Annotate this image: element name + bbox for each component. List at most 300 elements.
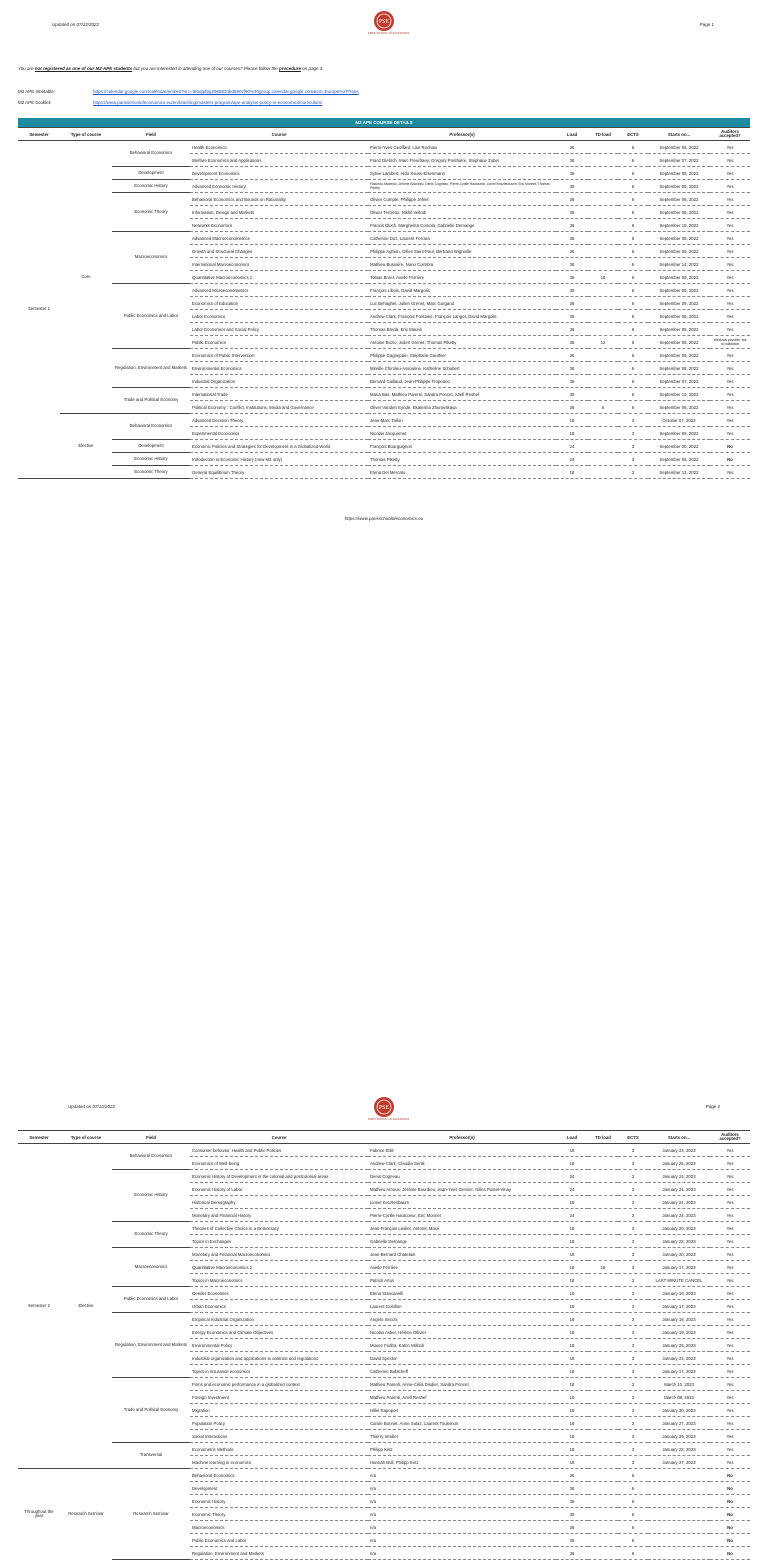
- start-date-cell: January 17, 2023: [648, 1365, 710, 1378]
- start-date-cell: January 25, 2023: [648, 1430, 710, 1443]
- auditors-cell: No: [710, 1534, 750, 1547]
- professor-cell: Axelle Ferrière: [368, 1261, 556, 1274]
- load-cell: 36: [556, 388, 588, 401]
- professor-cell: Catherine Doz, Laurent Ferrara: [368, 232, 556, 245]
- ects-cell: 6: [618, 206, 648, 219]
- load-cell: 18: [556, 1313, 588, 1326]
- load-cell: 18: [556, 1352, 588, 1365]
- professor-cell: Mathieu Arnoux, Jérôme Bourdieu, Jean-Yves Grenier, Gilles Postel-Vinay: [368, 1183, 556, 1196]
- professor-cell: Angelo Secchi: [368, 1313, 556, 1326]
- load-cell: 18: [556, 427, 588, 440]
- load-cell: 18: [556, 1391, 588, 1404]
- course-cell: Macroeconomics: [190, 1521, 368, 1534]
- ects-cell: 6: [618, 401, 648, 414]
- course-cell: Experimental Economics: [190, 427, 368, 440]
- auditors-cell: Yes: [710, 427, 750, 440]
- ects-cell: 3: [618, 466, 648, 479]
- field-cell: Development: [112, 440, 190, 453]
- professor-cell: Antoine Bozio, Julien Grenet, Thomas Piketty: [368, 336, 556, 349]
- td-load-cell: [588, 1274, 618, 1287]
- load-cell: 36: [556, 401, 588, 414]
- load-cell: 18: [556, 1235, 588, 1248]
- load-cell: 36: [556, 1547, 588, 1560]
- td-load-cell: [588, 466, 618, 479]
- start-date-cell: January 24, 2023: [648, 1352, 710, 1365]
- course-cell: Welfare Economics and Applications: [190, 154, 368, 167]
- procedure-link[interactable]: procedure: [278, 66, 301, 71]
- ects-cell: 3: [618, 1248, 648, 1261]
- type-cell: Elective: [60, 414, 112, 479]
- auditors-cell: No: [710, 1469, 750, 1482]
- td-load-cell: 6: [588, 401, 618, 414]
- ects-cell: 3: [618, 1430, 648, 1443]
- ects-cell: 6: [618, 245, 648, 258]
- course-cell: General Equilibrium Theory: [190, 466, 368, 479]
- field-cell: Economic Theory: [112, 466, 190, 479]
- td-load-cell: [588, 362, 618, 375]
- load-cell: 36: [556, 1508, 588, 1521]
- header-ects: ECTS: [618, 128, 648, 141]
- td-load-cell: [588, 1547, 618, 1560]
- course-cell: Econometric Methods: [190, 1443, 368, 1456]
- start-date-cell: September 07, 2022: [648, 375, 710, 388]
- start-date-cell: January 25, 2023: [648, 1339, 710, 1352]
- header-starts: Starts on...: [648, 128, 710, 141]
- course-cell: Firms and economic performance in a globalized context: [190, 1378, 368, 1391]
- course-cell: Theories of Collective Choice in a Democracy: [190, 1222, 368, 1235]
- course-cell: Monetary and Financial Macroeconomics: [190, 1248, 368, 1261]
- auditors-cell: Yes: [710, 232, 750, 245]
- professor-cell: Jean-Bernard Chatelain: [368, 1248, 556, 1261]
- start-date-cell: January 20, 2023: [648, 1248, 710, 1261]
- auditors-cell: Yes: [710, 1157, 750, 1170]
- professor-cell: Luc Behaghel, Julien Grenet, Marc Gurgand: [368, 297, 556, 310]
- ects-cell: 3: [618, 453, 648, 466]
- auditors-cell: No: [710, 1508, 750, 1521]
- ects-cell: 6: [618, 1495, 648, 1508]
- td-load-cell: [588, 323, 618, 336]
- auditors-cell: Yes: [710, 245, 750, 258]
- course-cell: International Macroeconomics: [190, 258, 368, 271]
- course-cell: Population Policy: [190, 1417, 368, 1430]
- semester-cell: Semester 1: [18, 141, 60, 479]
- professor-cell: Laurent Gobillon: [368, 1300, 556, 1313]
- field-cell: Economic History: [112, 180, 190, 193]
- td-load-cell: [588, 1443, 618, 1456]
- professor-cell: Philipp Ketz: [368, 1443, 556, 1456]
- td-load-cell: [588, 1417, 618, 1430]
- load-cell: 24: [556, 440, 588, 453]
- course-cell: Labor Economics: [190, 310, 368, 323]
- field-cell: Behavioral Economics: [112, 1144, 190, 1170]
- ects-cell: 6: [618, 310, 648, 323]
- start-date-cell: [648, 1469, 710, 1482]
- ects-cell: 3: [618, 1222, 648, 1235]
- table-row: [18, 1313, 750, 1326]
- td-load-cell: [588, 1495, 618, 1508]
- load-cell: 18: [556, 1157, 588, 1170]
- type-cell: Core: [60, 141, 112, 414]
- start-date-cell: September 06, 2022: [648, 193, 710, 206]
- professor-cell: n/a: [368, 1495, 556, 1508]
- start-date-cell: January 24, 2023: [648, 1183, 710, 1196]
- professor-cell: n/a: [368, 1521, 556, 1534]
- auditors-cell: Yes: [710, 1404, 750, 1417]
- professor-cell: Francis Bloch, Margherita Comola, Gabrielle Demange: [368, 219, 556, 232]
- load-cell: 18: [556, 1404, 588, 1417]
- table-row: [18, 1170, 750, 1183]
- ects-cell: 6: [618, 271, 648, 284]
- load-cell: 36: [556, 1482, 588, 1495]
- start-date-cell: September 09, 2022: [648, 297, 710, 310]
- course-cell: Political Economy : Conflict, Institutions, Media and Governance: [190, 401, 368, 414]
- professor-cell: n/a: [368, 1482, 556, 1495]
- auditors-cell: Yes: [710, 1274, 750, 1287]
- ects-cell: 6: [618, 1521, 648, 1534]
- start-date-cell: January 27, 2023: [648, 1456, 710, 1469]
- td-load-cell: [588, 297, 618, 310]
- load-cell: 36: [556, 141, 588, 154]
- auditors-cell: Yes: [710, 1339, 750, 1352]
- load-cell: 36: [556, 349, 588, 362]
- start-date-cell: September 06, 2022: [648, 141, 710, 154]
- auditors-cell: Yes: [710, 349, 750, 362]
- start-date-cell: January 24, 2023: [648, 1209, 710, 1222]
- auditors-cell: Yes: [710, 375, 750, 388]
- start-date-cell: September 09, 2022: [648, 245, 710, 258]
- field-cell: Research Seminar: [112, 1469, 190, 1560]
- auditors-cell: Yes: [710, 154, 750, 167]
- table-row: [18, 1469, 750, 1482]
- course-cell: Growth and Structural Changes: [190, 245, 368, 258]
- type-cell: Research Seminar: [68, 1511, 104, 1516]
- start-date-cell: September 13, 2022: [648, 388, 710, 401]
- td-load-cell: [588, 1482, 618, 1495]
- header-course: Course: [190, 128, 368, 141]
- td-load-cell: [588, 1534, 618, 1547]
- start-date-cell: [648, 1508, 710, 1521]
- start-date-cell: September 12, 2022: [648, 466, 710, 479]
- start-date-cell: September 07, 2022: [648, 154, 710, 167]
- load-cell: 18: [556, 1378, 588, 1391]
- td-load-cell: [588, 1157, 618, 1170]
- course-cell: Advanced Decision Theory: [190, 414, 368, 427]
- table-row: [18, 466, 750, 479]
- type-cell: Elective: [60, 1144, 112, 1469]
- start-date-cell: September 06, 2022: [648, 453, 710, 466]
- table-row: [18, 1248, 750, 1261]
- course-cell: Urban Economics: [190, 1300, 368, 1313]
- auditors-cell: Yes: [710, 1391, 750, 1404]
- field-cell: Economic Theory: [112, 193, 190, 232]
- td-load-cell: [588, 1521, 618, 1534]
- td-load-cell: [588, 388, 618, 401]
- header-ects: ECTS: [618, 1131, 648, 1144]
- td-load-cell: [588, 1287, 618, 1300]
- professor-cell: Philippe Aghion, Gilles Saint-Paul, Bertrand Wigniolle: [368, 245, 556, 258]
- start-date-cell: September 06, 2022: [648, 206, 710, 219]
- start-date-cell: [648, 1495, 710, 1508]
- auditors-cell: Yes: [710, 1352, 750, 1365]
- td-load-cell: [588, 1352, 618, 1365]
- field-cell: Public Economics and Labor: [112, 284, 190, 349]
- td-load-cell: [588, 232, 618, 245]
- professor-cell: Fabrice Etilé: [368, 1144, 556, 1157]
- course-cell: Economics of Well-being: [190, 1157, 368, 1170]
- ects-cell: 3: [618, 1196, 648, 1209]
- start-date-cell: January 20, 2023: [648, 1222, 710, 1235]
- pse-logo-icon: [373, 10, 395, 32]
- page-2: [0, 540, 768, 1556]
- td-load-cell: [588, 154, 618, 167]
- start-date-cell: January 19, 2023: [648, 1287, 710, 1300]
- professor-cell: Jean-Marc Tallon: [368, 414, 556, 427]
- field-cell: Economic History: [112, 453, 190, 466]
- auditors-cell: Yes: [710, 1248, 750, 1261]
- header-course: Course: [190, 1131, 368, 1144]
- header-professors: Professor(s): [368, 128, 556, 141]
- ects-cell: 3: [618, 1404, 648, 1417]
- ects-cell: 3: [618, 1443, 648, 1456]
- course-cell: Foreign Investment: [190, 1391, 368, 1404]
- course-cell: Behavioral Economics and Bounds on Rationality: [190, 193, 368, 206]
- professor-cell: n/a: [368, 1534, 556, 1547]
- load-cell: 36: [556, 180, 588, 193]
- td-load-cell: [588, 349, 618, 362]
- start-date-cell: January 17, 2023: [648, 1261, 710, 1274]
- load-cell: 18: [556, 414, 588, 427]
- table-row: [18, 193, 750, 206]
- td-load-cell: [588, 1326, 618, 1339]
- professor-cell: Elena Stancanelli: [368, 1287, 556, 1300]
- load-cell: 18: [556, 1443, 588, 1456]
- td-load-cell: [588, 1430, 618, 1443]
- professor-cell: Facundo Alvaredo, Jérôme Bourdieu, Denis Cogneau, Pierre-Cyrille Hautcoeur, Lionel Kesztenbaum, Eric Monnet, Thomas Piketty: [368, 180, 556, 193]
- start-date-cell: September 14, 2022: [648, 258, 710, 271]
- table-title: M2 APE COURSE DETAILS: [18, 118, 750, 128]
- professor-cell: n/a: [368, 1508, 556, 1521]
- load-cell: 18: [556, 1430, 588, 1443]
- intro-text: You are not registered as one of our M2 APE students but you are interested in attending one of our courses? Please follow the procedure on page 3.: [18, 66, 324, 71]
- start-date-cell: January 23, 2023: [648, 1235, 710, 1248]
- table-row: [18, 1378, 750, 1391]
- field-cell: Behavioral Economics: [112, 141, 190, 167]
- start-date-cell: September 09, 2022: [648, 427, 710, 440]
- ects-cell: 6: [618, 1547, 648, 1560]
- field-cell: Trade and Political Economy: [112, 1378, 190, 1443]
- load-cell: 36: [556, 167, 588, 180]
- auditors-cell: Yes: [710, 466, 750, 479]
- ects-cell: 3: [618, 1365, 648, 1378]
- table-row: [18, 1222, 750, 1235]
- load-cell: 18: [556, 1196, 588, 1209]
- field-cell: Regulation, Environment and Markets: [112, 1313, 190, 1378]
- td-load-cell: [588, 1144, 618, 1157]
- professor-cell: Denis Cogneau: [368, 1170, 556, 1183]
- timetable-link[interactable]: https://calendar.google.com/calendar/embed?src=tbbqtpfpg2968834bd580vf90%40group.calendar.google.com&ctz=Europe%2FParis: [93, 89, 359, 94]
- td-load-cell: [588, 414, 618, 427]
- td-load-cell: [588, 258, 618, 271]
- header-semester: Semester: [18, 1131, 60, 1144]
- load-cell: 36: [556, 219, 588, 232]
- header-auditors: Auditors accepted?: [710, 1131, 750, 1144]
- auditors-cell: Yes: [710, 1365, 750, 1378]
- td-load-cell: [588, 1378, 618, 1391]
- td-load-cell: [588, 219, 618, 232]
- start-date-cell: September 20, 2022: [648, 440, 710, 453]
- auditors-cell: No: [710, 440, 750, 453]
- start-date-cell: January 18, 2023: [648, 1313, 710, 1326]
- course-table-semester-1: [18, 118, 750, 479]
- field-cell: Economic Theory: [112, 1222, 190, 1248]
- table-row: [18, 440, 750, 453]
- professor-cell: Sylvie Lambert, Aldo Ssuss-Eisenmann: [368, 167, 556, 180]
- page-1: [0, 0, 768, 540]
- auditors-cell: Yes: [710, 1326, 750, 1339]
- start-date-cell: September 06, 2022: [648, 310, 710, 323]
- course-cell: Environmental Economics: [190, 362, 368, 375]
- auditors-cell: Yes: [710, 1235, 750, 1248]
- auditors-cell: Yes: [710, 167, 750, 180]
- load-cell: 36: [556, 375, 588, 388]
- ects-cell: 6: [618, 141, 648, 154]
- auditors-cell: Yes: [710, 1209, 750, 1222]
- load-cell: 36: [556, 271, 588, 284]
- td-load-cell: [588, 245, 618, 258]
- auditors-cell: Yes: [710, 1183, 750, 1196]
- professor-cell: Carole Bonnet, Anne Solaz, Laurent Toulemon: [368, 1417, 556, 1430]
- footer-url[interactable]: https://www.parisschoolofeconomics.eu: [344, 516, 424, 521]
- load-cell: 18: [556, 1300, 588, 1313]
- field-cell: Behavioral Economics: [112, 414, 190, 440]
- ects-cell: 3: [618, 1235, 648, 1248]
- ects-cell: 6: [618, 154, 648, 167]
- ects-cell: 3: [618, 1274, 648, 1287]
- pse-logo-icon-2: [373, 1096, 395, 1118]
- ects-cell: 6: [618, 167, 648, 180]
- course-cell: Quantitative Macroeconomics 2: [190, 1261, 368, 1274]
- load-cell: 36: [556, 1495, 588, 1508]
- ects-cell: 3: [618, 1157, 648, 1170]
- start-date-cell: January 23, 2023: [648, 1144, 710, 1157]
- start-date-cell: March 08, 2023: [648, 1391, 710, 1404]
- ects-cell: 3: [618, 1339, 648, 1352]
- start-date-cell: [648, 1547, 710, 1560]
- load-cell: 18: [556, 1144, 588, 1157]
- load-cell: 36: [556, 284, 588, 297]
- header-load: Load: [556, 1131, 588, 1144]
- ects-cell: 3: [618, 1209, 648, 1222]
- pse-logo: [368, 10, 410, 35]
- start-date-cell: September 05, 2022: [648, 323, 710, 336]
- professor-cell: Mathieu Parenti, Ariell Reshef: [368, 1391, 556, 1404]
- professor-cell: Bernard Caillaud, Jean-Philippe Tropeano: [368, 375, 556, 388]
- table-row: [18, 1443, 750, 1456]
- professor-cell: n/a: [368, 1469, 556, 1482]
- ects-cell: 3: [618, 1391, 648, 1404]
- start-date-cell: January 24, 2023: [648, 1196, 710, 1209]
- load-cell: 18: [556, 1417, 588, 1430]
- course-cell: Economic History of Development in the colonial and postcolonial areas: [190, 1170, 368, 1183]
- auditors-cell: Yes: [710, 1417, 750, 1430]
- ects-cell: 6: [618, 284, 648, 297]
- start-date-cell: [648, 1482, 710, 1495]
- start-date-cell: September 06, 2022: [648, 336, 710, 349]
- auditors-cell: Yes: [710, 1261, 750, 1274]
- auditors-cell: Yes: [710, 1144, 750, 1157]
- start-date-cell: January 30, 2023: [648, 1404, 710, 1417]
- ects-cell: 3: [618, 1378, 648, 1391]
- load-cell: 18: [556, 1248, 588, 1261]
- auditors-cell: Yes: [710, 180, 750, 193]
- professor-cell: Andrew Clark, François Fontaine, François Langot, David Margolis: [368, 310, 556, 323]
- table-row: [18, 232, 750, 245]
- auditors-cell: No: [710, 1521, 750, 1534]
- course-cell: Topics in insurance economics: [190, 1365, 368, 1378]
- header-type: Type of course: [60, 1131, 112, 1144]
- table-row: [18, 141, 750, 154]
- course-cell: Economic History: [190, 1495, 368, 1508]
- load-cell: 24: [556, 1209, 588, 1222]
- course-cell: Economics of Education: [190, 297, 368, 310]
- td-load-cell: [588, 310, 618, 323]
- course-cell: Environmental Policy: [190, 1339, 368, 1352]
- ects-cell: 6: [618, 388, 648, 401]
- booklet-link[interactable]: https://www.parisschoolofeconomics.eu/en/teaching/masters-program/ape-analysis-policy-in-economics/curriculum/: [93, 100, 323, 105]
- load-cell: 24: [556, 1183, 588, 1196]
- td-load-cell: [588, 375, 618, 388]
- td-load-cell: [588, 1170, 618, 1183]
- start-date-cell: September 06, 2022: [648, 401, 710, 414]
- course-cell: Economic Policies and Strategies for Development in a Globalized World: [190, 440, 368, 453]
- course-cell: International Trade: [190, 388, 368, 401]
- td-load-cell: [588, 180, 618, 193]
- load-cell: 36: [556, 193, 588, 206]
- ects-cell: 3: [618, 1144, 648, 1157]
- course-cell: Introduction to Economic History (new M2 only): [190, 453, 368, 466]
- start-date-cell: September 05, 2022: [648, 349, 710, 362]
- auditors-cell: Yes: [710, 1287, 750, 1300]
- professor-cell: Catherine Bobtcheff: [368, 1365, 556, 1378]
- auditors-cell: Yes: [710, 401, 750, 414]
- load-cell: 18: [556, 466, 588, 479]
- start-date-cell: September 19, 2022: [648, 219, 710, 232]
- professor-cell: Elena Del Mercato: [368, 466, 556, 479]
- td-load-cell: [588, 167, 618, 180]
- professor-cell: Thomas Breda, Eric Maurin: [368, 323, 556, 336]
- table-row: [18, 349, 750, 362]
- load-cell: 18: [556, 1261, 588, 1274]
- professor-cell: François Libois, David Margolis: [368, 284, 556, 297]
- ects-cell: 6: [618, 349, 648, 362]
- course-cell: Information, Design and Markets: [190, 206, 368, 219]
- ects-cell: 6: [618, 180, 648, 193]
- auditors-cell: Yes: [710, 388, 750, 401]
- professor-cell: Tobias Broer, Axelle Ferrière: [368, 271, 556, 284]
- field-cell: Transversal: [112, 1443, 190, 1469]
- ects-cell: 3: [618, 1313, 648, 1326]
- course-cell: Machine learning in economics: [190, 1456, 368, 1469]
- table-row: [18, 1287, 750, 1300]
- td-load-cell: [588, 1235, 618, 1248]
- course-cell: Quantitative Macroeconomics 1: [190, 271, 368, 284]
- header-row: [18, 128, 750, 141]
- header-load: Load: [556, 128, 588, 141]
- header-field: Field: [112, 128, 190, 141]
- professor-cell: Patrick Artus: [368, 1274, 556, 1287]
- ects-cell: 3: [618, 1170, 648, 1183]
- professor-cell: Olivier Compte, Philippe Jehiel: [368, 193, 556, 206]
